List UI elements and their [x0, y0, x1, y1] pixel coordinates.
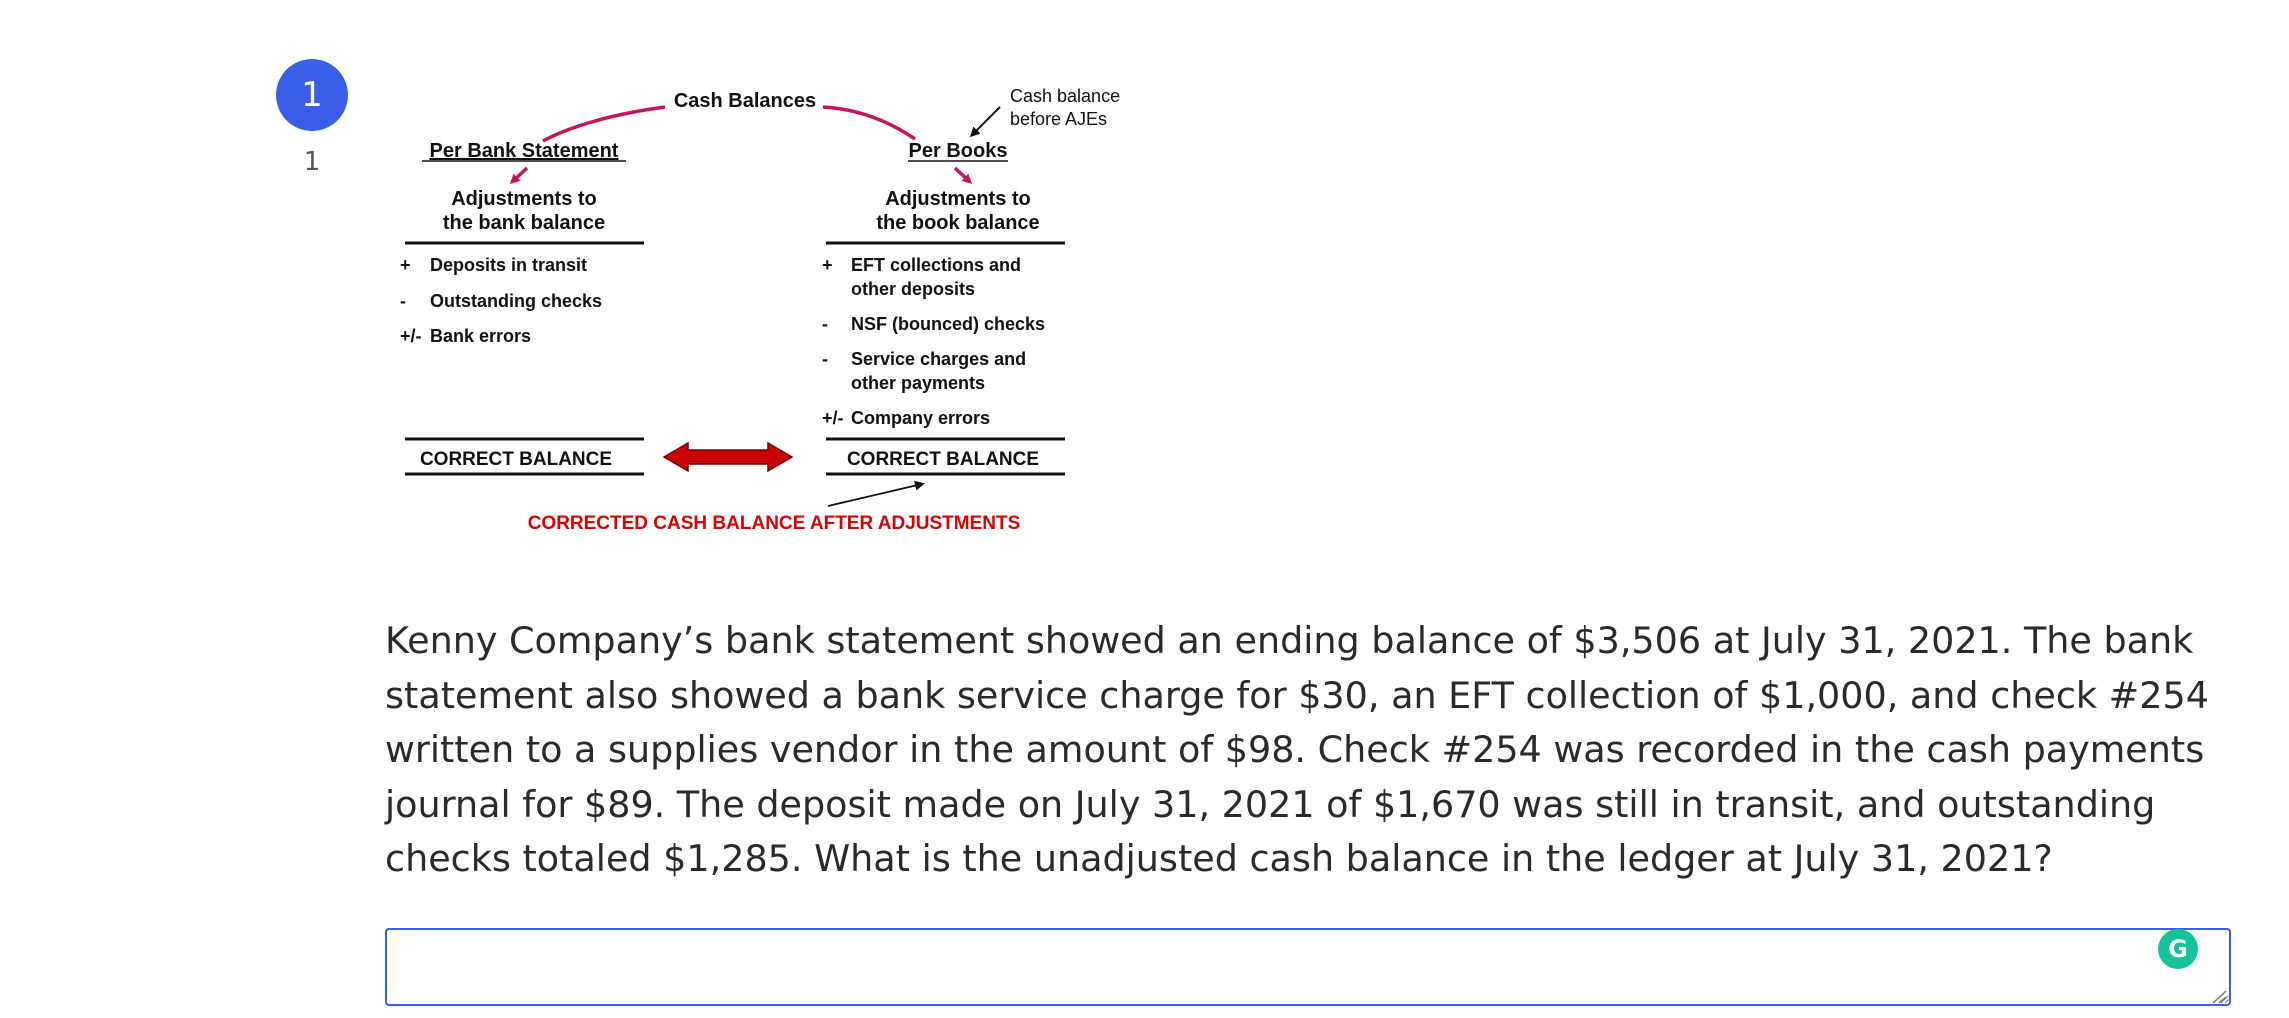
books-item-text: EFT collections and: [851, 255, 1022, 275]
diagram-title: Cash Balances: [673, 90, 817, 112]
books-item-text: other deposits: [851, 279, 976, 299]
books-adj-line-1: Adjustments to: [885, 188, 1031, 210]
note-line-1: Cash balance: [1010, 86, 1121, 106]
double-arrow-icon: [664, 443, 792, 471]
bank-item-sign: +/-: [400, 326, 422, 346]
curve-right: [823, 107, 915, 139]
resize-grip-icon[interactable]: [2211, 990, 2227, 1004]
question-text: Kenny Company’s bank statement showed an ending balance of $3,506 at July 31, 2021. The bank statement also showed a bank service charge for $30, an EFT collection of $1,000, and check #254 written to a supplies vendor in the amount of $98. Check #254 was recorded in the cash payments journal for $89. The deposit made on July 31, 2021 of $1,670 was still in transit, and outstanding checks totaled $1,285. What is the unadjusted cash balance in the ledger at July 31, 2021?: [385, 619, 2209, 880]
note-arrow: [972, 107, 1000, 135]
note-line-2: before AJEs: [1010, 109, 1108, 129]
books-arrow: [955, 168, 970, 182]
question-points: 1: [303, 147, 321, 177]
books-item-sign: -: [822, 349, 828, 369]
bank-arrow: [512, 168, 527, 182]
books-item-sign: +: [822, 255, 833, 275]
diagram-footer: CORRECTED CASH BALANCE AFTER ADJUSTMENTS: [527, 513, 1021, 534]
bank-item-text: Outstanding checks: [430, 291, 603, 311]
bank-heading: Per Bank Statement: [429, 140, 619, 162]
footer-arrow: [828, 484, 922, 506]
books-correct-balance: CORRECT BALANCE: [846, 449, 1040, 470]
question-number-badge: 1: [276, 59, 348, 131]
bank-reconciliation-diagram: [390, 68, 1140, 548]
books-item-text: other payments: [851, 373, 986, 393]
books-item-sign: +/-: [822, 408, 844, 428]
books-adj-line-2: the book balance: [876, 212, 1040, 234]
books-item-sign: -: [822, 314, 828, 334]
books-item-text: Company errors: [851, 408, 991, 428]
curve-left: [543, 107, 665, 141]
bank-correct-balance: CORRECT BALANCE: [419, 449, 613, 470]
bank-adj-line-1: Adjustments to: [451, 188, 597, 210]
bank-item-sign: +: [400, 255, 411, 275]
answer-textarea[interactable]: [385, 928, 2231, 1006]
books-heading: Per Books: [908, 140, 1008, 162]
books-item-text: NSF (bounced) checks: [851, 314, 1046, 334]
bank-adj-line-2: the bank balance: [442, 212, 606, 234]
bank-item-text: Bank errors: [430, 326, 532, 346]
books-item-text: Service charges and: [851, 349, 1027, 369]
bank-item-sign: -: [400, 291, 406, 311]
bank-item-text: Deposits in transit: [430, 255, 588, 275]
grammarly-icon[interactable]: G: [2158, 929, 2198, 969]
